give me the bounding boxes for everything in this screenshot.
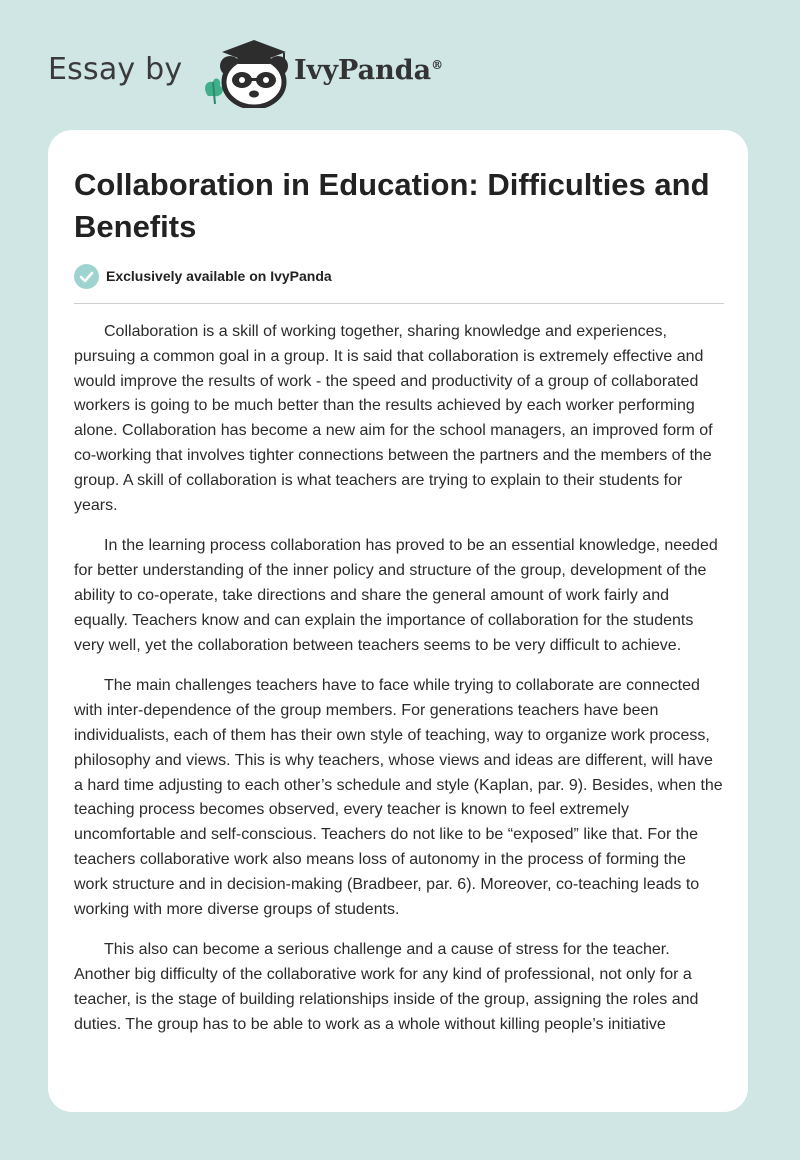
paragraph: In the learning process collaboration has proved to be an essential knowledge, needed for better understanding of the inner policy and structure of the group, development of the ability to co-operate, take directions and share the general amount of work fairly and equally. Teachers know and can explain the importance of collaboration for the students very well, yet the collaboration between teachers seems to be very difficult to achieve. [74,537,718,654]
registered-mark: ® [431,58,444,72]
paragraph: This also can become a serious challenge and a cause of stress for the teacher. Another big difficulty of the collaborative work for any kind of professional, not only for a teacher, is the stage of building relationships inside of the group, assigning the roles and duties. The group has to be able to work as a whole without killing people’s initiative [74,941,699,1033]
site-header [48,36,548,106]
divider [74,303,724,304]
check-circle-icon [74,264,99,289]
essay-card [48,130,748,1112]
essay-body [74,320,724,1054]
badge-label: Exclusively available on IvyPanda [106,268,332,284]
panda-logo-icon[interactable] [200,36,300,108]
paragraph: Collaboration is a skill of working together, sharing knowledge and experiences, pursuing a common goal in a group. It is said that collaboration is extremely effective and would improve the results of work - the speed and productivity of a group of collaborated workers is going to be much better than the results achieved by each worker performing alone. Collaboration has become a new aim for the school managers, an improved form of co-working that involves tighter connections between the partners and the members of the group. A skill of collaboration is what teachers are trying to explain to their students for years. [74,323,713,514]
brand-prefix: Essay by [48,52,183,87]
page-title: Collaboration in Education: Difficulties and Benefits [74,167,710,244]
brand-name[interactable]: IvyPanda® [294,55,444,86]
paragraph: The main challenges teachers have to face while trying to collaborate are connected with inter-dependence of the group members. For generations teachers have been individualists, each of them has their own style of teaching, way to organize work process, philosophy and views. This is why teachers, whose views and ideas are different, will have a hard time adjusting to each other’s schedule and style (Kaplan, par. 9). Besides, when the teaching process becomes observed, every teacher is known to feel extremely uncomfortable and self-conscious. Teachers do not like to be “exposed” like that. For the teachers collaborative work also means loss of autonomy in the process of forming the work structure and in decision-making (Bradbeer, par. 6). Moreover, co-teaching leads to working with more diverse groups of students. [74,677,723,918]
